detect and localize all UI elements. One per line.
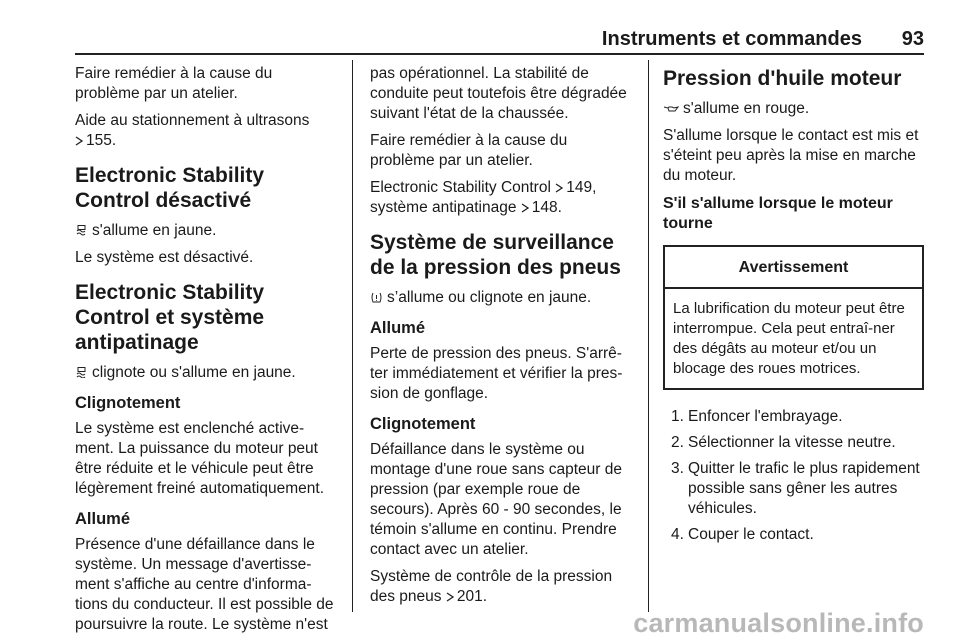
column-2 [370, 64, 636, 614]
heading-oil-pressure: Pression d'huile moteur [663, 67, 902, 90]
esc-traction-icon [75, 367, 88, 378]
paragraph: Faire remédier à la cause du problème par un atelier. [370, 132, 568, 169]
list-item: 2. Sélectionner la vitesse neutre. [671, 434, 896, 451]
lamp-description: s’allume ou clignote en jaune. [370, 288, 636, 308]
paragraph: pas opérationnel. La stabilité de conduite peut toutefois être dégradée suivant l'état de la chaussée. [370, 65, 627, 122]
page-reference-icon [521, 203, 529, 213]
oil-can-icon [663, 103, 679, 114]
heading-tire-pressure: Système de surveillance de la pression des pneus [370, 231, 621, 279]
list-item: 4. Couper le contact. [671, 526, 814, 543]
list-item: 1. Enfoncer l'embrayage. [671, 408, 843, 425]
heading-esc-traction: Electronic Stability Control et système antipatinage [75, 281, 265, 354]
paragraph: Le système est enclenché active-ment. La puissance du moteur peut être réduite et le véhicule peut être légèrement freiné automatiquement. [75, 420, 325, 497]
paragraph: Perte de pression des pneus. S'arrê-ter immédiatement et vérifier la pres-sion de gonflage. [370, 345, 623, 402]
heading-blinking: Clignotement [370, 415, 476, 433]
column-divider-2 [648, 60, 649, 612]
warning-box [663, 245, 924, 390]
paragraph: Défaillance dans le système ou montage d'une roue sans capteur de pression (par exemple roue de secours). Après 60 - 90 secondes, le témoin s'allume en continu. Prendre contact avec un atelier. [370, 441, 622, 558]
page-reference-link[interactable]: 201. [456, 588, 488, 605]
heading-blinking: Clignotement [75, 394, 181, 412]
steps-list [663, 407, 924, 545]
heading-engine-running: S'il s'allume lorsque le moteur tourne [663, 195, 893, 232]
paragraph: Le système est désactivé. [75, 249, 254, 266]
page-reference-icon [555, 183, 563, 193]
page-header [75, 26, 924, 52]
paragraph: Présence d'une défaillance dans le système. Un message d'avertisse-ment s'affiche au centre d'informa-tions du conducteur. Il est possible de poursuivre la route. Le système n'est [75, 536, 334, 633]
paragraph-reference: Aide au stationnement à ultrasons 155. [75, 112, 310, 149]
paragraph-references: Electronic Stability Control 149, système antipatinage 148. [370, 179, 597, 216]
page-reference-link[interactable]: 148. [531, 199, 562, 216]
column-3 [663, 64, 924, 551]
section-title: Instruments et commandes [601, 28, 862, 50]
list-item: 3. Quitter le trafic le plus rapidement possible sans gêner les autres véhicules. [671, 460, 920, 517]
esc-off-icon [75, 225, 88, 236]
lamp-description: s'allume en rouge. [663, 99, 924, 119]
heading-on: Allumé [370, 319, 426, 337]
page-number: 93 [901, 28, 924, 50]
page-reference-icon [446, 592, 454, 602]
column-1 [75, 64, 341, 642]
page-reference-icon [75, 136, 83, 146]
heading-on: Allumé [75, 510, 131, 528]
lamp-description: s'allume en jaune. [75, 221, 341, 241]
heading-esc-off: Electronic Stability Control désactivé [75, 164, 265, 212]
header-rule [75, 53, 924, 55]
paragraph: S'allume lorsque le contact est mis et s'éteint peu après la mise en marche du moteur. [663, 127, 919, 184]
paragraph: Faire remédier à la cause du problème par un atelier. [75, 65, 273, 102]
tire-pressure-icon [370, 292, 383, 303]
page-reference-link[interactable]: 155. [86, 132, 117, 149]
page-reference-link[interactable]: 149, [566, 179, 597, 196]
paragraph-reference: Système de contrôle de la pression des pneus 201. [370, 568, 613, 605]
column-divider-1 [352, 60, 353, 612]
watermark: carmanualsonline.info [633, 608, 924, 638]
warning-text: La lubrification du moteur peut être interrompue. Cela peut entraî-ner des dégâts au moteur et/ou un blocage des roues motrices. [673, 300, 905, 377]
warning-title: Avertissement [665, 247, 922, 289]
lamp-description: clignote ou s'allume en jaune. [75, 363, 341, 383]
